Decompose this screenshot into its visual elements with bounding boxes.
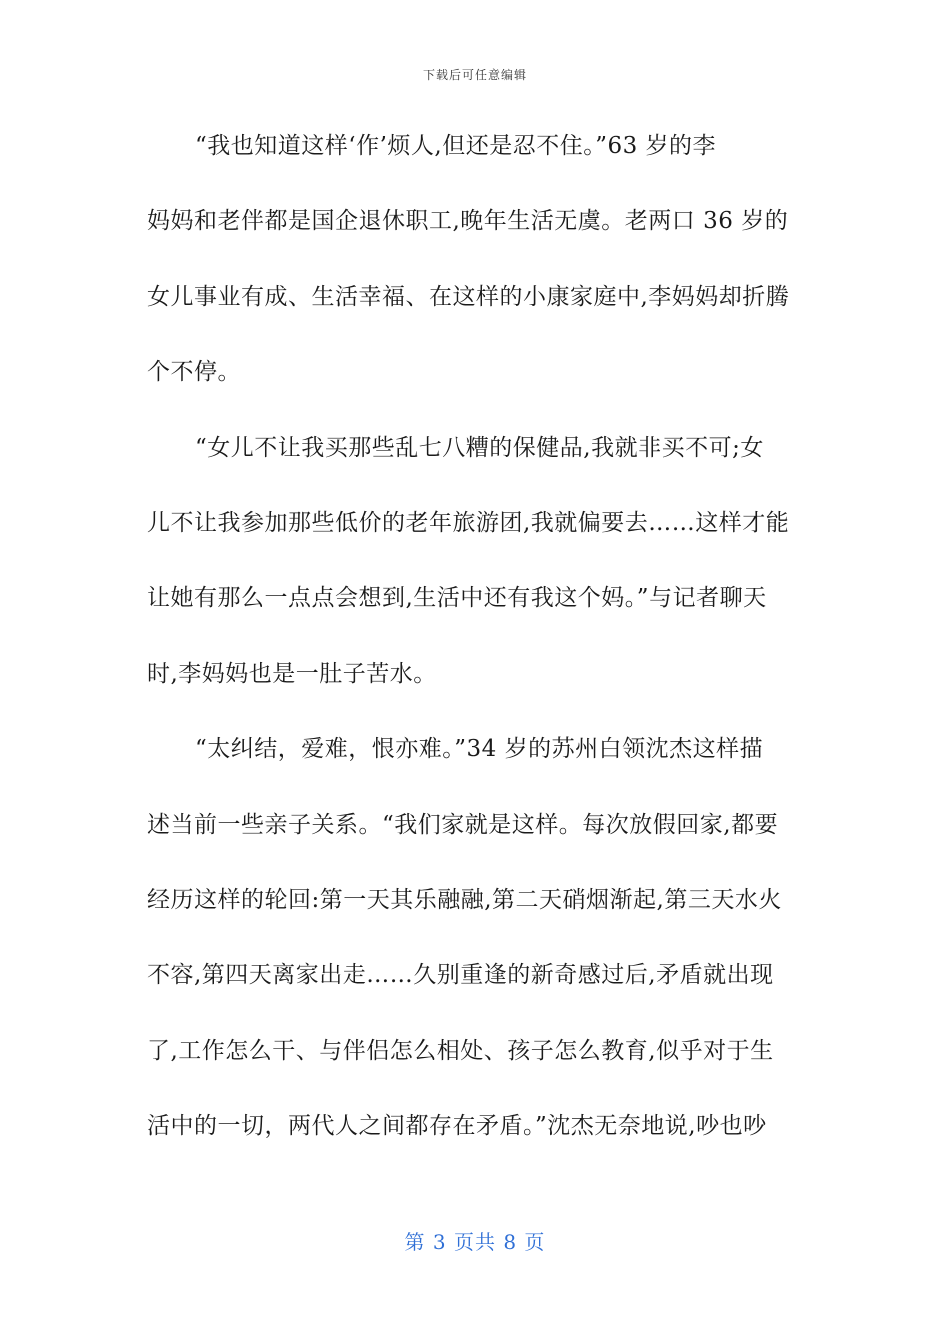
- text-line: “女儿不让我买那些乱七八糟的保健品,我就非买不可;女: [195, 434, 764, 461]
- text-line: 活中的一切，两代人之间都存在矛盾。”沈杰无奈地说,吵也吵: [147, 1113, 767, 1140]
- document-body: [147, 120, 807, 1175]
- text-line: “我也知道这样‘作’烦人,但还是忍不住。”63 岁的李: [195, 133, 717, 159]
- text-line: 让她有那么一点点会想到,生活中还有我这个妈。”与记者聊天: [147, 585, 767, 612]
- text-line: 儿不让我参加那些低价的老年旅游团,我就偏要去……这样才能: [147, 509, 790, 536]
- text-line: 述当前一些亲子关系。“我们家就是这样。每次放假回家,都要: [147, 811, 779, 838]
- text-line: “太纠结，爱难，恨亦难。”34 岁的苏州白领沈杰这样描: [195, 736, 764, 763]
- text-line: 经历这样的轮回:第一天其乐融融,第二天硝烟渐起,第三天水火: [147, 886, 782, 913]
- text-line: 时,李妈妈也是一肚子苦水。: [147, 660, 437, 687]
- text-line: 个不停。: [147, 359, 241, 386]
- page-header: 下载后可任意编辑: [422, 68, 527, 82]
- text-line: 妈妈和老伴都是国企退休职工,晚年生活无虞。老两口 36 岁的: [147, 208, 789, 235]
- text-line: 女儿事业有成、生活幸福、在这样的小康家庭中,李妈妈却折腾: [147, 283, 790, 310]
- page-number: 第 3 页共 8 页: [404, 1230, 546, 1254]
- text-line: 了,工作怎么干、与伴侣怎么相处、孩子怎么教育,似乎对于生: [147, 1037, 774, 1064]
- text-line: 不容,第四天离家出走……久别重逢的新奇感过后,矛盾就出现: [147, 962, 774, 989]
